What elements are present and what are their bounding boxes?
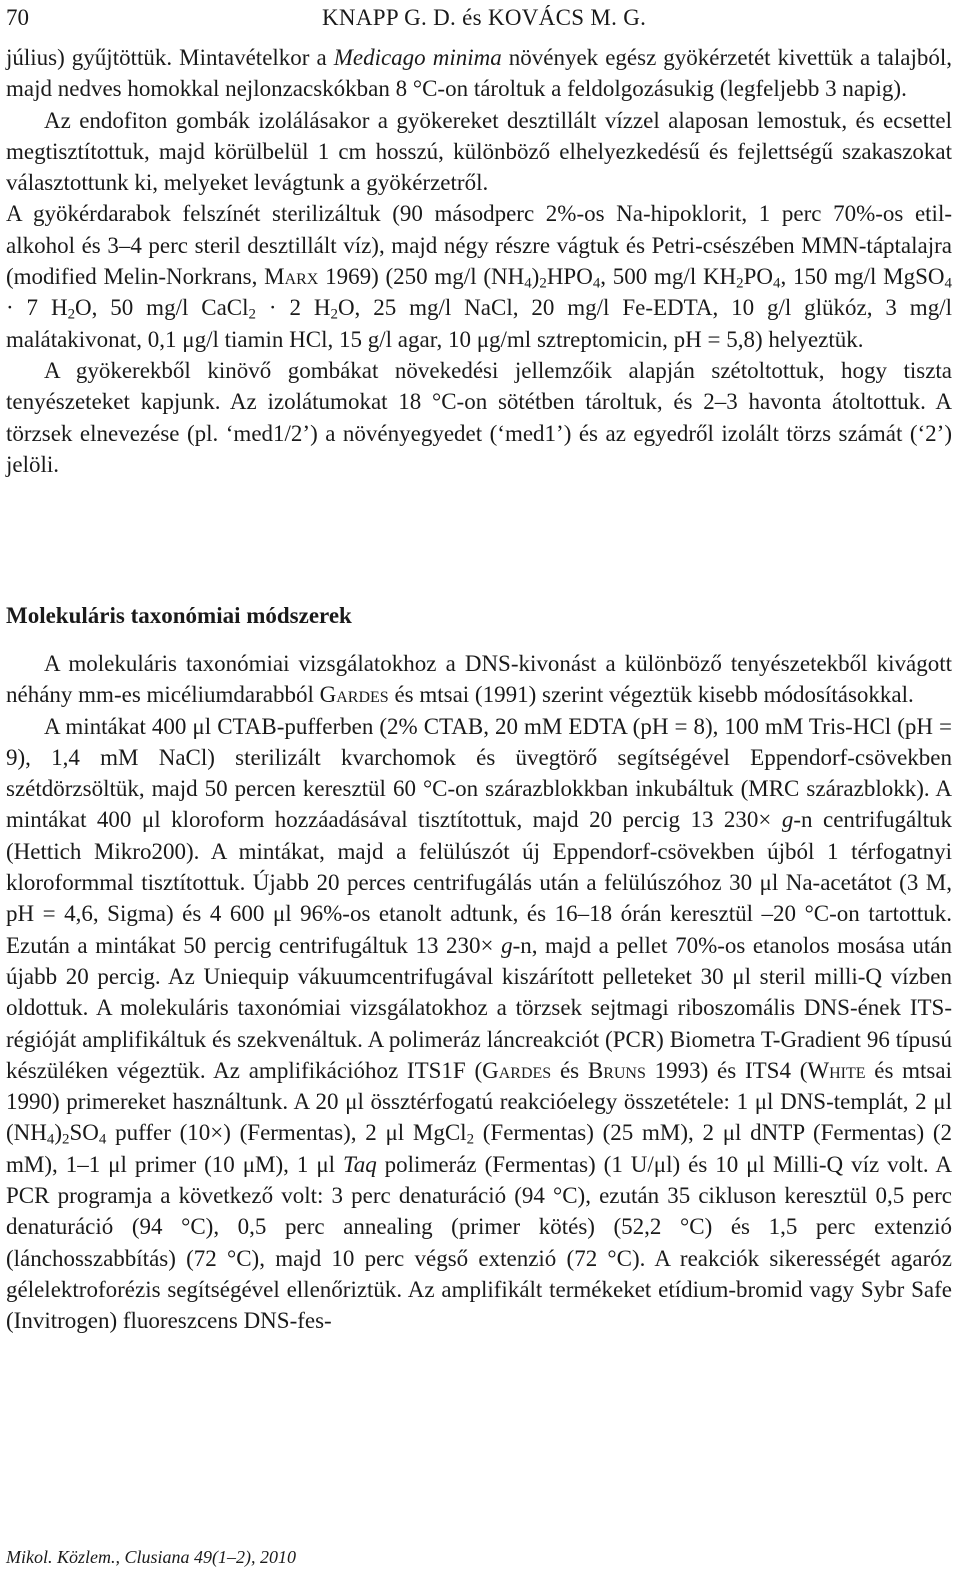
journal-footer: Mikol. Közlem., Clusiana 49(1–2), 2010 (6, 1547, 296, 1567)
page-number: 70 (6, 5, 29, 30)
reference-author: White (807, 1057, 866, 1083)
reference-author: Gardes (319, 682, 389, 708)
paragraph-pcr-protocol: A mintákat 400 μl CTAB-pufferben (2% CTAB, 20 mM EDTA (pH = 8), 100 mM Tris-HCl (pH = 9), 1,4 mM NaCl) sterilizált kvarchomok és üvegtörő segítségével Eppendorf-csövekben szétdörzsöltük, majd 50 percen keresztül 60 °C-on szárazblokkban inkubáltuk (MRC szárazblokk). A mintákat 400 μl kloroform hozzáadásával tisztítottuk, majd 20 percig 13 230× g-n centrifugáltuk (Hettich Mikro200). A mintákat, majd a felülúszót új Eppendorf-csövekben újból 1 térfogatnyi kloroformmal tisztítottuk. Újabb 20 perces centrifugálás után a felülúszóhoz 30 μl Na-acetátot (3 M, pH = 4,6, Sigma) és 4 600 μl 96%-os etanolt adtunk, és 16–18 órán keresztül –20 °C-on tartottuk. Ezután a mintákat 50 percig centrifugáltuk 13 230× g-n, majd a pellet 70%-os etanolos mosása után újabb 20 percig. Az Uniequip vákuumcentrifugával kiszárított pelleteket 30 μl steril milli-Q vízben oldottuk. A molekuláris taxonómiai vizsgálatokhoz a törzsek sejtmagi riboszomális DNS-ének ITS-régióját amplifikáltuk és szekvenáltuk. A polimeráz láncreakciót (PCR) Biometra T-Gradient 96 típusú készüléken végeztük. Az amplifikációhoz ITS1F (Gardes és Bruns 1993) és ITS4 (White és mtsai 1990) primereket használtunk. A 20 μl össztérfogatú reakcióelegy összetétele: 1 μl DNS-templát, 2 μl $(NH_4)_2SO_4$ puffer (10×) (Fermentas), 2 μl MgCl$_2$ (Fermentas) (25 mM), 2 μl dNTP (Fermentas) (2 mM), 1–1 μl primer (10 μM), 1 μl Taq polimeráz (Fermentas) (1 U/μl) és 10 μl Milli-Q víz volt. A PCR programja a következő volt: 3 perc denaturáció (94 °C), ezután 35 cikluson keresztül 0,5 perc denaturáció (94 °C), 0,5 perc annealing (primer kötés) (52,2 °C) és 1,5 perc extenzió (lánchosszabbítás) (72 °C), majd 10 perc végső extenzió (72 °C). A reakciók sikerességét agaróz gélelektroforézis segítségével ellenőriztük. Az amplifikált termékeket etídium-bromid vagy Sybr Safe (Invitrogen) fluoreszcens DNS-fes- (6, 713, 953, 1334)
section-body-1 (6, 42, 952, 480)
paragraph-dna-extraction: A molekuláris taxonómiai vizsgálatokhoz a DNS-kivonást a különböző tenyészetekből kivágott néhány mm-es micéliumdarabból Gardes és mtsai (1991) szerint végeztük kisebb módosításokkal. (6, 651, 952, 708)
species-name: Medicago minima (333, 45, 502, 70)
section-body-2 (6, 648, 952, 1337)
paragraph-isolation: Az endofiton gombák izolálásakor a gyökereket desztillált vízzel alaposan lemostuk, és ecsettel megtisztítottuk, majd körülbelül 1 cm hosszú, különböző elhelyezkedésű és fejlettségű szakaszokat választottunk ki, melyeket levágtunk a gyökérzetről. (6, 107, 952, 196)
taq-term: Taq (343, 1151, 377, 1177)
paragraph-subculture: A gyökerekből kinövő gombákat növekedési jellemzőik alapján szétoltottuk, hogy tiszta tenyészeteket kapjunk. Az izolátumokat 18 °C-on sötétben tároltuk, és 2–3 havonta átoltottuk. A törzsek elnevezése (pl. ‘med1/2’) a növényegyedet (‘med1’) és az egyedről izolált törzs számát (‘2’) jelöli. (6, 357, 952, 477)
section-heading: Molekuláris taxonómiai módszerek (6, 603, 352, 628)
paragraph-sampling: július) gyűjtöttük. Mintavételkor a Medicago minima növények egész gyökérzetét kivettük a talajból, majd nedves homokkal nejlonzacskókban 8 °C-on tároltuk a feldolgozásukig (legfeljebb 3 napig). (6, 45, 952, 102)
paragraph-sterilization: A gyökérdarabok felszínét sterilizáltuk (90 másodperc 2%-os Na-hipoklorit, 1 perc 70%-os etil-alkohol és 3–4 perc steril desztillált víz), majd négy részre vágtuk és Petri-csészében MMN-táptalajra (modified Melin-Norkrans, Marx 1969) (250 mg/l $(NH_4)_2HPO_4$, 500 mg/l $KH_2PO_4$, 150 mg/l MgSO$_4$ · 7 $H_2O$, 50 mg/l CaCl$_2$ · 2 $H_2O$, 25 mg/l NaCl, 20 mg/l Fe-EDTA, 10 g/l glükóz, 3 mg/l malátakivonat, 0,1 μg/l tiamin HCl, 15 g/l agar, 10 μg/ml sztreptomicin, pH = 5,8) helyeztük. (6, 201, 952, 352)
running-header-authors: KNAPP G. D. és KOVÁCS M. G. (322, 5, 647, 30)
reference-author: Marx (264, 264, 319, 290)
reference-author: Bruns (587, 1057, 646, 1083)
reference-author: Gardes (482, 1057, 552, 1083)
